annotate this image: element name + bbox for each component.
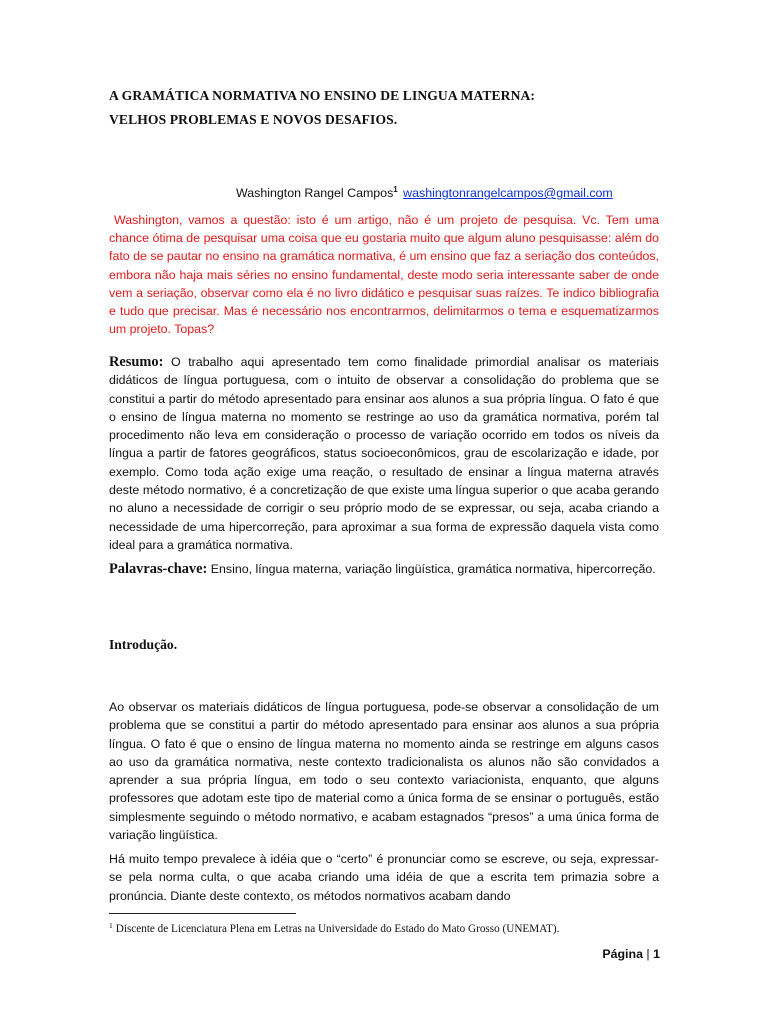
footnote-text: Discente de Licenciatura Plena em Letras na Universidade do Estado do Mato Grosso (UNEMAT). xyxy=(115,923,560,935)
article-title xyxy=(109,84,669,132)
footnote-divider xyxy=(109,913,296,914)
body-paragraph-2: Há muito tempo prevalece à idéia que o “certo” é pronunciar como se escreve, ou seja, expressar-se pela norma culta, o que acaba criando uma idéia de que a escrita tem primazia sobre a pronúncia. Diante deste contexto, os métodos normativos acabam dando xyxy=(109,852,659,903)
page-separator: | xyxy=(646,947,650,961)
reviewer-comment: Washington, vamos a questão: isto é um artigo, não é um projeto de pesquisa. Vc. Tem uma chance ótima de pesquisar uma coisa que eu gostaria muito que algum aluno pesquisasse: além do fato de se pautar no ensino na gramática normativa, é um ensino que faz a seriação dos conteúdos, embora não haja mais séries no ensino fundamental, deste modo seria interessante saber de onde vem a seriação, observar como ela é no livro didático e pesquisar suas raízes. Te indico bibliografia e tudo que precisar. Mas é necessário nos encontrarmos, delimitarmos o tema e esquematizarmos um projeto. Topas? xyxy=(109,213,659,337)
page-number: 1 xyxy=(653,947,660,961)
author-line xyxy=(236,181,676,202)
keywords xyxy=(109,560,659,578)
title-line-1: A GRAMÁTICA NORMATIVA NO ENSINO DE LINGUA MATERNA: xyxy=(109,88,536,103)
abstract-text: O trabalho aqui apresentado tem como finalidade primordial analisar os materiais didáticos de língua portuguesa, com o intuito de observar a consolidação do problema que se constitui a partir do método apresentado para ensinar aos alunos a sua própria língua. O fato é que o ensino de língua materna no momento se restringe ao uso da gramática normativa, porém tal procedimento não leva em consideração o processo de variação ocorrido em todos os níveis da língua a partir de fatores geográficos, status socioeconômicos, grau de escolarização e idade, por exemplo. Como toda ação exige uma reação, o resultado de ensinar a língua materna através deste método normativo, é a concretização de que existe uma língua superior o que acaba gerando no aluno a necessidade de corrigir o seu próprio modo de se expressar, ou seja, acaba criando a necessidade de uma hipercorreção, para aproximar a sua forma de expressão daquela vista como ideal para a gramática normativa. xyxy=(109,355,659,552)
body-paragraph-1: Ao observar os materiais didáticos de língua portuguesa, pode-se observar a consolidação de um problema que se constitui a partir do método apresentado para ensinar aos alunos a sua própria língua. O fato é que o ensino de língua materna no momento ainda se restringe em alguns casos ao uso da gramática normativa, neste contexto tradicionalista os alunos não são convidados a aprender a sua própria língua, em todo o seu contexto variacionista, enquanto, que alguns professores que adotam este tipo de material como a única forma de se ensinar o português, estão simplesmente seguindo o método normativo, e acabam estagnados “presos” a uma única forma de variação lingüística. xyxy=(109,700,659,843)
abstract-label: Resumo: xyxy=(109,354,164,370)
page-footer xyxy=(560,945,660,963)
author-footnote-mark: 1 xyxy=(393,185,398,194)
title-line-2: VELHOS PROBLEMAS E NOVOS DESAFIOS. xyxy=(109,112,398,127)
page-label: Página xyxy=(602,947,643,961)
footnote-mark: 1 xyxy=(109,921,113,930)
footnote xyxy=(109,918,669,937)
keywords-text: Ensino, língua materna, variação lingüística, gramática normativa, hipercorreção. xyxy=(210,562,656,576)
author-name: Washington Rangel Campos xyxy=(236,186,394,200)
abstract xyxy=(109,353,659,554)
keywords-label: Palavras-chave: xyxy=(109,561,208,577)
section-heading: Introdução. xyxy=(109,637,178,652)
author-email-link[interactable]: washingtonrangelcampos@gmail.com xyxy=(403,186,613,200)
